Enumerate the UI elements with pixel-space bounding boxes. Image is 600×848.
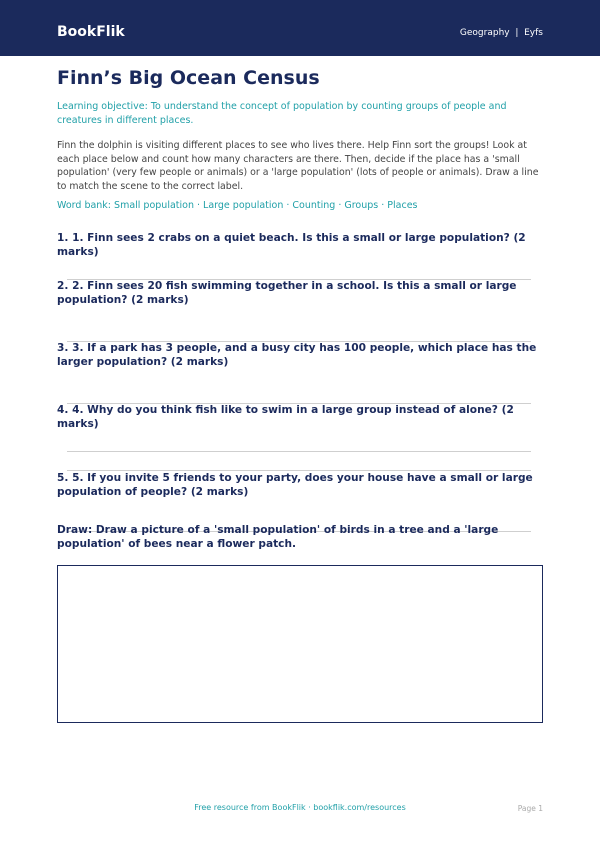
- question-3: 3. 3. If a park has 3 people, and a busy city has 100 people, which place has the larger population? (2 marks): [57, 342, 537, 368]
- intro-paragraph: Finn the dolphin is visiting different places to see who lives there. Help Finn sort the groups! Look at each place below and count how many characters are there. Then, decide if the place has a 'small population' (very few people or animals) or a 'large population' (lots of people or animals). Draw a line to match the scene to the correct label.: [57, 140, 539, 192]
- page-header: [0, 0, 600, 56]
- question-2: 2. 2. Finn sees 20 fish swimming together in a school. Is this a small or large population? (2 marks): [57, 280, 517, 306]
- drawing-box[interactable]: [57, 565, 543, 723]
- learning-objective: Learning objective: To understand the concept of population by counting groups of people and creatures in different places.: [57, 101, 507, 126]
- question-5: 5. 5. If you invite 5 friends to your party, does your house have a small or large population of people? (2 marks): [57, 472, 533, 498]
- word-bank: Word bank: Small population · Large population · Counting · Groups · Places: [57, 200, 418, 211]
- subject-label: [460, 27, 543, 39]
- subject-separator: |: [515, 28, 519, 38]
- question-4: 4. 4. Why do you think fish like to swim in a large group instead of alone? (2 marks): [57, 404, 514, 430]
- page-title: Finn’s Big Ocean Census: [57, 67, 320, 89]
- draw-prompt: Draw: Draw a picture of a 'small population' of birds in a tree and a 'large population' of bees near a flower patch.: [57, 524, 499, 550]
- brand-logo[interactable]: BookFlik: [57, 24, 125, 40]
- answer-line[interactable]: [67, 451, 531, 452]
- subject-name: Geography: [459, 28, 510, 38]
- page-number: Page 1: [517, 804, 543, 813]
- question-1: 1. 1. Finn sees 2 crabs on a quiet beach. Is this a small or large population? (2 marks): [57, 232, 526, 258]
- footer-resource-link[interactable]: Free resource from BookFlik · bookflik.com/resources: [194, 803, 406, 812]
- level-name: Eyfs: [524, 28, 543, 38]
